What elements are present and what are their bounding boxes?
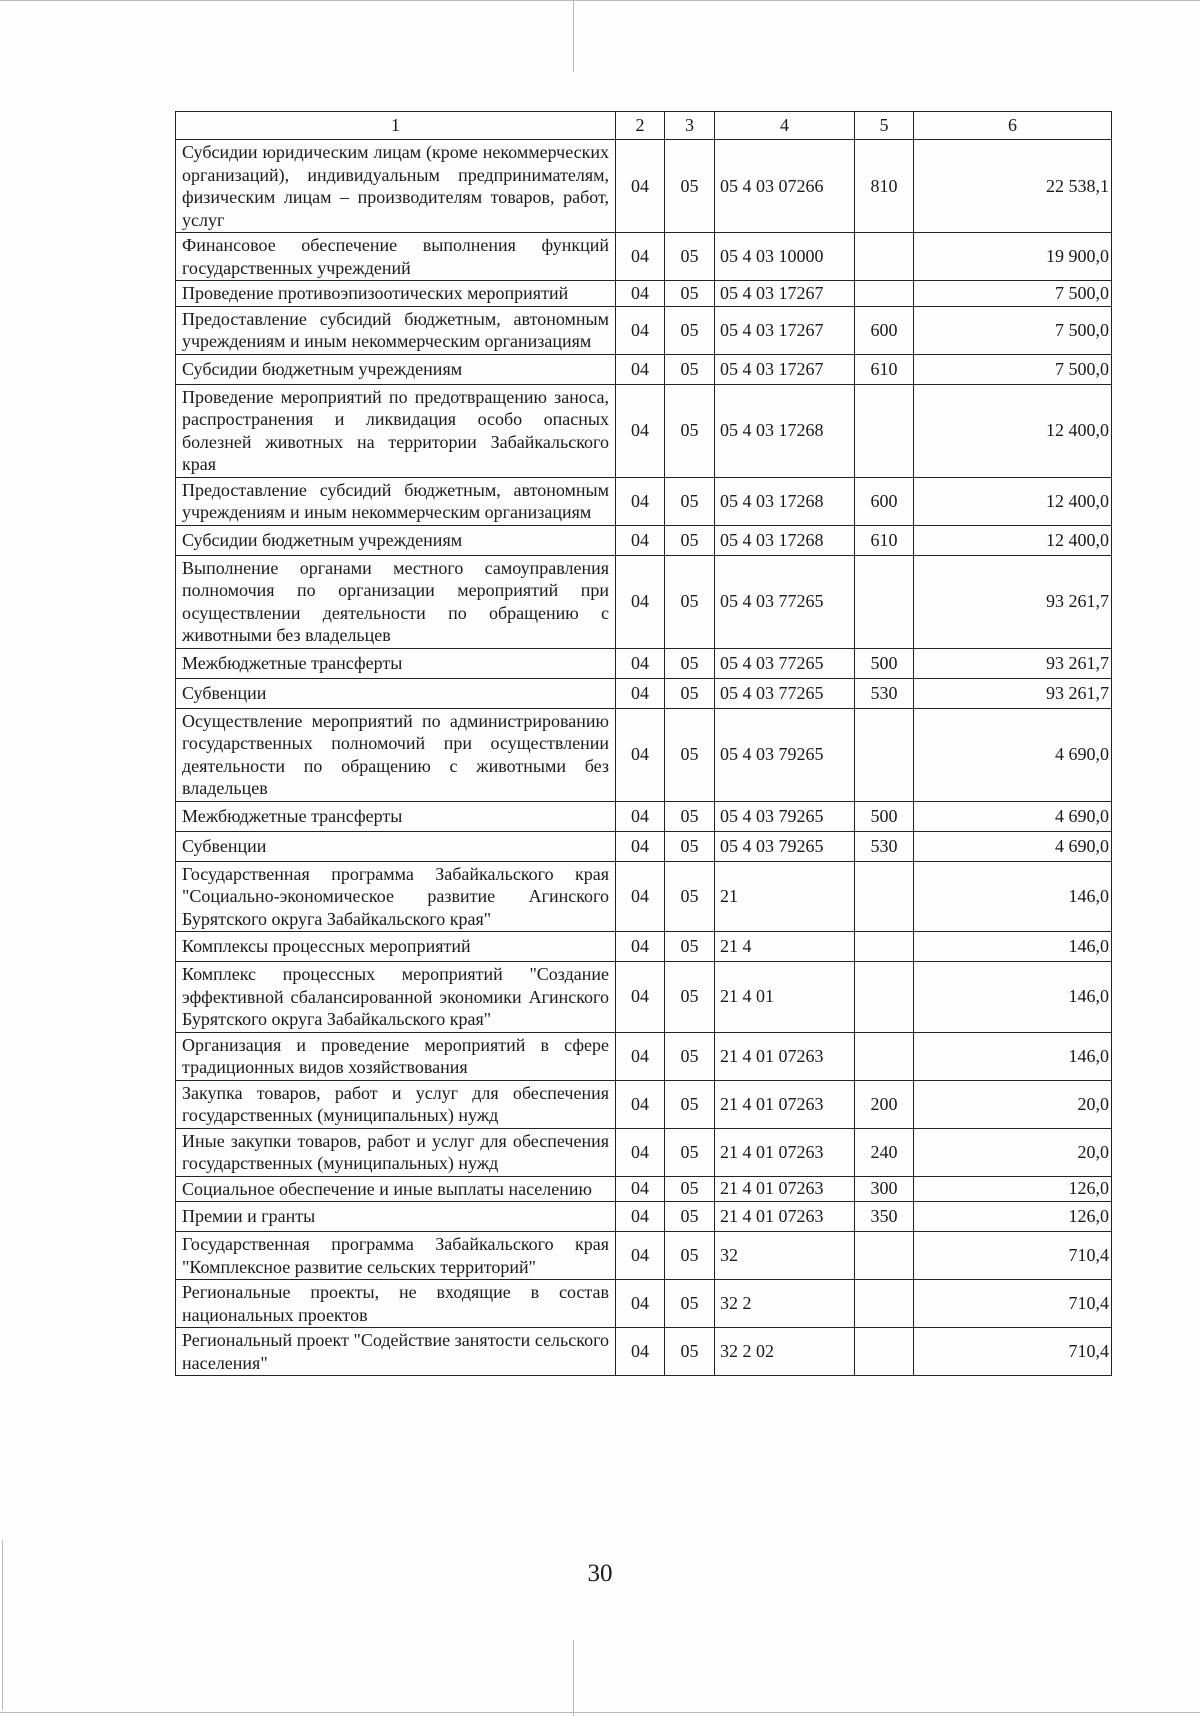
row-target-code: 05 4 03 17268	[715, 477, 855, 525]
row-section: 04	[616, 384, 665, 477]
row-expense-type: 350	[855, 1202, 914, 1232]
row-section: 04	[616, 1128, 665, 1176]
table-row	[176, 1032, 1112, 1080]
table-row	[176, 233, 1112, 281]
table-row	[176, 1328, 1112, 1376]
row-subsection: 05	[665, 281, 715, 307]
row-section: 04	[616, 140, 665, 233]
row-subsection: 05	[665, 306, 715, 354]
row-expense-type: 530	[855, 831, 914, 861]
row-subsection: 05	[665, 384, 715, 477]
row-expense-type	[855, 1032, 914, 1080]
col-header-6: 6	[914, 112, 1112, 140]
row-expense-type	[855, 861, 914, 932]
row-target-code: 32	[715, 1232, 855, 1280]
row-expense-type	[855, 962, 914, 1033]
row-expense-type	[855, 555, 914, 648]
row-section: 04	[616, 306, 665, 354]
row-section: 04	[616, 525, 665, 555]
row-name: Субвенции	[176, 678, 616, 708]
row-name: Организация и проведение мероприятий в сфере традиционных видов хозяйствования	[176, 1032, 616, 1080]
row-expense-type	[855, 281, 914, 307]
row-expense-type: 530	[855, 678, 914, 708]
table-body	[176, 140, 1112, 1376]
row-name: Комплексы процессных мероприятий	[176, 932, 616, 962]
row-expense-type: 610	[855, 525, 914, 555]
row-name: Региональный проект "Содействие занятости сельского населения"	[176, 1328, 616, 1376]
row-target-code: 32 2	[715, 1280, 855, 1328]
table-row	[176, 306, 1112, 354]
row-subsection: 05	[665, 1328, 715, 1376]
row-subsection: 05	[665, 1232, 715, 1280]
row-name: Межбюджетные трансферты	[176, 801, 616, 831]
row-amount: 7 500,0	[914, 306, 1112, 354]
row-section: 04	[616, 932, 665, 962]
col-header-1: 1	[176, 112, 616, 140]
row-subsection: 05	[665, 708, 715, 801]
row-expense-type: 200	[855, 1080, 914, 1128]
row-name: Проведение противоэпизоотических мероприятий	[176, 281, 616, 307]
row-name: Комплекс процессных мероприятий "Создание эффективной сбалансированной экономики Агинского Бурятского округа Забайкальского края"	[176, 962, 616, 1033]
row-amount: 126,0	[914, 1202, 1112, 1232]
col-header-4: 4	[715, 112, 855, 140]
table-row	[176, 384, 1112, 477]
row-name: Предоставление субсидий бюджетным, автономным учреждениям и иным некоммерческим организациям	[176, 477, 616, 525]
row-expense-type	[855, 1328, 914, 1376]
row-subsection: 05	[665, 962, 715, 1033]
table-header	[176, 112, 1112, 140]
scan-fold-top	[573, 0, 574, 72]
table-row	[176, 678, 1112, 708]
row-section: 04	[616, 648, 665, 678]
table-row	[176, 861, 1112, 932]
table-row	[176, 525, 1112, 555]
row-expense-type: 240	[855, 1128, 914, 1176]
row-amount: 12 400,0	[914, 477, 1112, 525]
row-target-code: 05 4 03 17268	[715, 384, 855, 477]
col-header-5: 5	[855, 112, 914, 140]
row-section: 04	[616, 555, 665, 648]
row-section: 04	[616, 1280, 665, 1328]
row-target-code: 21 4 01 07263	[715, 1176, 855, 1202]
row-name: Государственная программа Забайкальского края "Комплексное развитие сельских территорий"	[176, 1232, 616, 1280]
row-amount: 4 690,0	[914, 831, 1112, 861]
row-expense-type: 810	[855, 140, 914, 233]
row-section: 04	[616, 831, 665, 861]
col-header-2: 2	[616, 112, 665, 140]
row-target-code: 05 4 03 79265	[715, 831, 855, 861]
row-subsection: 05	[665, 1280, 715, 1328]
row-section: 04	[616, 678, 665, 708]
row-amount: 93 261,7	[914, 648, 1112, 678]
table-row	[176, 1128, 1112, 1176]
row-target-code: 05 4 03 77265	[715, 648, 855, 678]
row-section: 04	[616, 354, 665, 384]
row-section: 04	[616, 1176, 665, 1202]
row-target-code: 21 4 01 07263	[715, 1032, 855, 1080]
row-target-code: 32 2 02	[715, 1328, 855, 1376]
row-target-code: 21 4	[715, 932, 855, 962]
row-amount: 19 900,0	[914, 233, 1112, 281]
table-row	[176, 932, 1112, 962]
row-section: 04	[616, 1032, 665, 1080]
row-name: Иные закупки товаров, работ и услуг для обеспечения государственных (муниципальных) нужд	[176, 1128, 616, 1176]
row-amount: 20,0	[914, 1128, 1112, 1176]
row-section: 04	[616, 281, 665, 307]
row-subsection: 05	[665, 801, 715, 831]
row-name: Государственная программа Забайкальского края "Социально-экономическое развитие Агинского Бурятского округа Забайкальского края"	[176, 861, 616, 932]
row-subsection: 05	[665, 861, 715, 932]
row-name: Социальное обеспечение и иные выплаты населению	[176, 1176, 616, 1202]
budget-table	[175, 111, 1112, 1376]
row-expense-type	[855, 708, 914, 801]
row-expense-type: 500	[855, 801, 914, 831]
row-target-code: 05 4 03 79265	[715, 708, 855, 801]
row-target-code: 05 4 03 17268	[715, 525, 855, 555]
row-target-code: 21 4 01 07263	[715, 1080, 855, 1128]
row-expense-type: 500	[855, 648, 914, 678]
row-name: Проведение мероприятий по предотвращению заноса, распространения и ликвидация особо опасных болезней животных на территории Забайкальского края	[176, 384, 616, 477]
row-amount: 7 500,0	[914, 354, 1112, 384]
row-subsection: 05	[665, 525, 715, 555]
row-amount: 710,4	[914, 1232, 1112, 1280]
row-amount: 146,0	[914, 861, 1112, 932]
row-amount: 146,0	[914, 962, 1112, 1033]
row-subsection: 05	[665, 1080, 715, 1128]
row-amount: 93 261,7	[914, 555, 1112, 648]
row-expense-type	[855, 1232, 914, 1280]
row-name: Предоставление субсидий бюджетным, автономным учреждениям и иным некоммерческим организациям	[176, 306, 616, 354]
row-target-code: 05 4 03 17267	[715, 281, 855, 307]
row-name: Региональные проекты, не входящие в состав национальных проектов	[176, 1280, 616, 1328]
row-subsection: 05	[665, 555, 715, 648]
row-target-code: 21 4 01 07263	[715, 1128, 855, 1176]
row-subsection: 05	[665, 831, 715, 861]
row-amount: 12 400,0	[914, 384, 1112, 477]
row-section: 04	[616, 477, 665, 525]
row-section: 04	[616, 861, 665, 932]
row-subsection: 05	[665, 648, 715, 678]
table-row	[176, 281, 1112, 307]
row-section: 04	[616, 1232, 665, 1280]
row-expense-type	[855, 1280, 914, 1328]
row-amount: 710,4	[914, 1280, 1112, 1328]
row-subsection: 05	[665, 1176, 715, 1202]
row-name: Субвенции	[176, 831, 616, 861]
row-amount: 126,0	[914, 1176, 1112, 1202]
row-amount: 7 500,0	[914, 281, 1112, 307]
row-target-code: 05 4 03 10000	[715, 233, 855, 281]
row-target-code: 05 4 03 77265	[715, 555, 855, 648]
row-amount: 710,4	[914, 1328, 1112, 1376]
row-target-code: 21	[715, 861, 855, 932]
row-name: Закупка товаров, работ и услуг для обеспечения государственных (муниципальных) нужд	[176, 1080, 616, 1128]
table-row	[176, 1232, 1112, 1280]
row-name: Выполнение органами местного самоуправления полномочия по организации мероприятий при осуществлении деятельности по обращению с животными без владельцев	[176, 555, 616, 648]
row-section: 04	[616, 708, 665, 801]
row-name: Премии и гранты	[176, 1202, 616, 1232]
table-row	[176, 477, 1112, 525]
row-name: Субсидии бюджетным учреждениям	[176, 354, 616, 384]
row-subsection: 05	[665, 1032, 715, 1080]
row-section: 04	[616, 1202, 665, 1232]
row-target-code: 05 4 03 17267	[715, 306, 855, 354]
row-amount: 4 690,0	[914, 801, 1112, 831]
row-name: Финансовое обеспечение выполнения функций государственных учреждений	[176, 233, 616, 281]
col-header-3: 3	[665, 112, 715, 140]
row-subsection: 05	[665, 233, 715, 281]
table-row	[176, 1176, 1112, 1202]
row-target-code: 05 4 03 17267	[715, 354, 855, 384]
row-expense-type: 610	[855, 354, 914, 384]
row-section: 04	[616, 233, 665, 281]
row-name: Осуществление мероприятий по администрированию государственных полномочий при осуществлении деятельности по обращению с животными без владельцев	[176, 708, 616, 801]
row-expense-type: 600	[855, 306, 914, 354]
row-target-code: 21 4 01	[715, 962, 855, 1033]
row-target-code: 21 4 01 07263	[715, 1202, 855, 1232]
header-row	[176, 112, 1112, 140]
table-row	[176, 1080, 1112, 1128]
row-expense-type: 600	[855, 477, 914, 525]
row-name: Субсидии юридическим лицам (кроме некоммерческих организаций), индивидуальным предпринимателям, физическим лицам – производителям товаров, работ, услуг	[176, 140, 616, 233]
row-target-code: 05 4 03 07266	[715, 140, 855, 233]
scan-edge-bottom	[0, 1712, 1200, 1713]
row-subsection: 05	[665, 932, 715, 962]
row-target-code: 05 4 03 79265	[715, 801, 855, 831]
table-row	[176, 140, 1112, 233]
row-amount: 146,0	[914, 1032, 1112, 1080]
row-name: Субсидии бюджетным учреждениям	[176, 525, 616, 555]
row-subsection: 05	[665, 354, 715, 384]
table-row	[176, 708, 1112, 801]
row-expense-type	[855, 233, 914, 281]
row-subsection: 05	[665, 140, 715, 233]
row-amount: 4 690,0	[914, 708, 1112, 801]
table-row	[176, 648, 1112, 678]
table-row	[176, 962, 1112, 1033]
row-amount: 93 261,7	[914, 678, 1112, 708]
scan-fold-bottom	[573, 1640, 574, 1716]
scan-edge-top	[0, 0, 1200, 1]
table-row	[176, 555, 1112, 648]
table-row	[176, 801, 1112, 831]
row-target-code: 05 4 03 77265	[715, 678, 855, 708]
row-section: 04	[616, 801, 665, 831]
row-subsection: 05	[665, 678, 715, 708]
page-number: 30	[587, 1560, 613, 1587]
table-row	[176, 1280, 1112, 1328]
table-row	[176, 354, 1112, 384]
row-section: 04	[616, 1080, 665, 1128]
row-expense-type: 300	[855, 1176, 914, 1202]
row-subsection: 05	[665, 1202, 715, 1232]
row-section: 04	[616, 1328, 665, 1376]
table-row	[176, 831, 1112, 861]
row-amount: 20,0	[914, 1080, 1112, 1128]
row-amount: 12 400,0	[914, 525, 1112, 555]
row-expense-type	[855, 932, 914, 962]
row-amount: 146,0	[914, 932, 1112, 962]
row-subsection: 05	[665, 477, 715, 525]
row-section: 04	[616, 962, 665, 1033]
table-row	[176, 1202, 1112, 1232]
row-amount: 22 538,1	[914, 140, 1112, 233]
row-subsection: 05	[665, 1128, 715, 1176]
row-name: Межбюджетные трансферты	[176, 648, 616, 678]
row-expense-type	[855, 384, 914, 477]
